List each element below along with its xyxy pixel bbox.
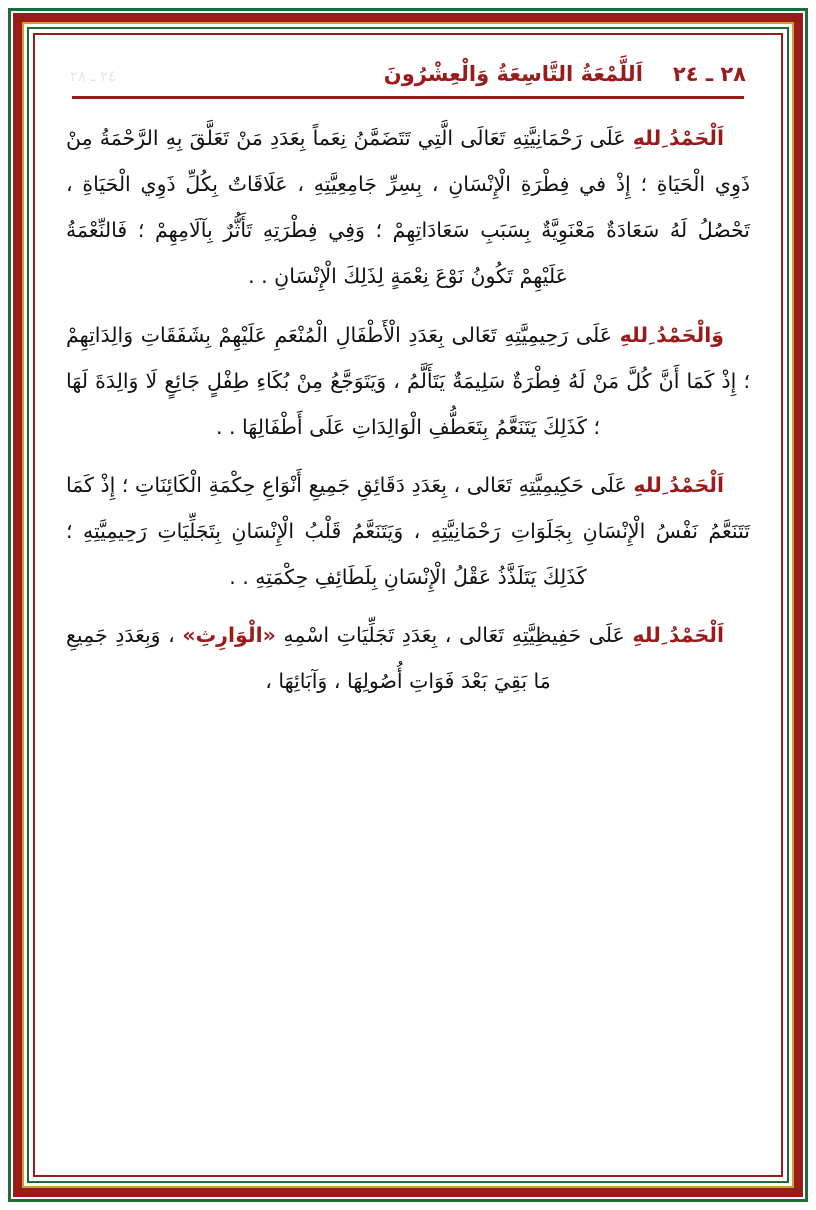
paragraph-2 (66, 312, 750, 450)
paragraph-4-lead: اَلْحَمْدُ ِللهِ (632, 623, 725, 648)
page-content (40, 40, 776, 1170)
header-divider (72, 96, 744, 99)
body-text (66, 115, 750, 705)
paragraph-1-lead: اَلْحَمْدُ ِللهِ (632, 126, 724, 150)
page-number: ٢٨ ـ ٢٤ (672, 62, 746, 86)
paragraph-1 (66, 115, 750, 300)
paragraph-2-lead: وَالْحَمْدُ ِللهِ (619, 322, 724, 347)
header-right-group (384, 62, 746, 86)
header-marginal-note: ٢٤ ـ ٢٨ (70, 67, 117, 85)
paragraph-2-body: عَلَى رَحِيمِيَّتِهِ تَعَالى بِعَدَدِ الْأَطْفَالِ الْمُنْعَمِ عَلَيْهِمْ بِشَفَقَاتِ وَالِدَاتِهِمْ ؛ إِذْ كَمَا أَنَّ كُلَّ مَنْ لَهُ فِطْرَةٌ سَلِيمَةٌ يَتَأَلَّمُ ، وَيَتَوَجَّعُ مِنْ بُكَاءِ طِفْلٍ جَائِعٍ لَا وَالِدَةَ لَهَا ؛ كَذَلِكَ يَتَنَعَّمُ بِتَعَطُّفِ الْوَالِدَاتِ عَلَى أَطْفَالِهَا . . (66, 322, 750, 439)
page-title: اَللَّمْعَةُ التَّاسِعَةُ وَالْعِشْرُونَ (383, 62, 643, 86)
paragraph-3 (66, 462, 750, 600)
paragraph-1-body: عَلَى رَحْمَانِيَّتِهِ تَعَالَى الَّتِي تَتَضَمَّنُ نِعَماً بِعَدَدِ مَنْ تَعَلَّقَ بِهِ الرَّحْمَةُ مِنْ ذَوِي الْحَيَاةِ ؛ إِذْ في فِطْرَةِ الْإِنْسَانِ ، بِسِرِّ جَامِعِيَّتِهِ ، عَلَاقَاتٌ بِكُلِّ ذَوِي الْحَيَاةِ ، تَحْصُلُ لَهُ سَعَادَةٌ مَعْنَوِيَّةٌ بِسَبَبِ سَعَادَاتِهِمْ ؛ وَفِي فِطْرَتِهِ تَأَثُّرٌ بِآلَامِهِمْ ؛ فَالنِّعْمَةُ عَلَيْهِمْ تَكُونُ نَوْعَ نِعْمَةٍ لِذَلِكَ الْإِنْسَانِ . . (66, 126, 750, 289)
paragraph-3-lead: اَلْحَمْدُ ِللهِ (633, 472, 725, 497)
page-header (66, 62, 750, 86)
paragraph-3-body: عَلَى حَكِيمِيَّتِهِ تَعَالى ، بِعَدَدِ دَقَائِقِ جَمِيعِ أَنْوَاعِ حِكْمَةِ الْكَائِنَاتِ ؛ إِذْ كَمَا تَتَنَعَّمُ نَفْسُ الْإِنْسَانِ بِجَلَوَاتِ رَحْمَانِيَّتِهِ ، وَيَتَنَعَّمُ قَلْبُ الْإِنْسَانِ بِتَجَلِّيَاتِ رَحِيمِيَّتِهِ ؛ كَذَلِكَ يَتَلَذَّذُ عَقْلُ الْإِنْسَانِ بِلَطَائِفِ حِكْمَتِهِ . . (66, 472, 750, 590)
paragraph-4-body: عَلَى حَفِيظِيَّتِهِ تَعَالى ، بِعَدَدِ تَجَلِّيَاتِ اسْمِهِ (275, 623, 633, 648)
paragraph-4 (66, 612, 750, 704)
paragraph-4-tail: ، وَبِعَدَدِ جَمِيعِ مَا بَقِيَ بَعْدَ فَوَاتِ أُصُولِهَا ، وَآبَائِهَا ، (66, 623, 551, 694)
paragraph-4-quoted-name: «الْوَارِثِ» (182, 623, 276, 648)
